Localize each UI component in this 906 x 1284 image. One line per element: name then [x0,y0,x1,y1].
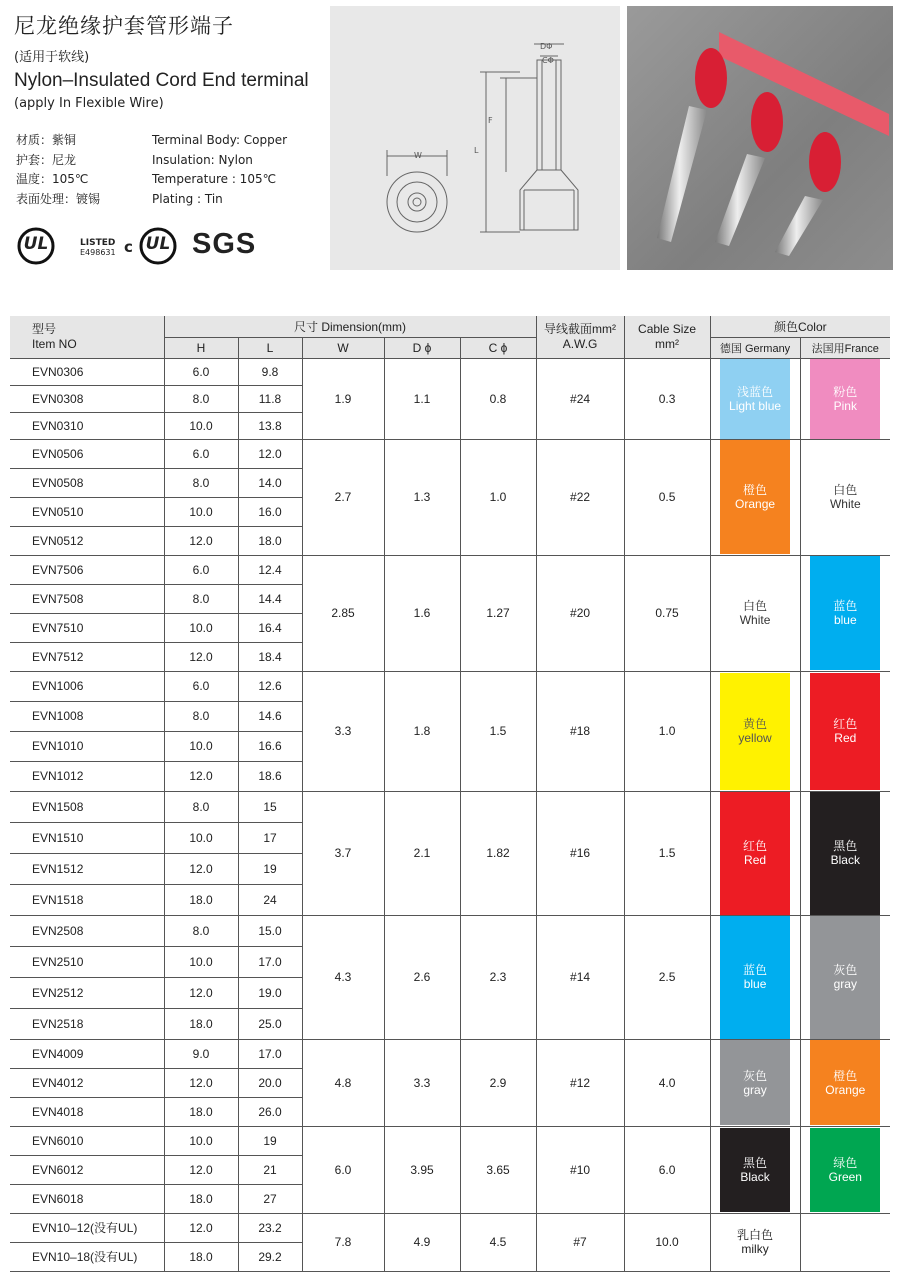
dim-d: 1.3 [384,439,460,555]
sgs-logo: SGS [192,228,257,260]
item-no: EVN1012 [10,761,164,791]
france-color-cell [800,358,890,439]
color-name-en: Light blue [729,398,782,413]
dim-h: 8.0 [164,791,238,822]
germany-color-swatch [720,1128,790,1212]
dim-l: 21 [238,1155,302,1184]
dim-c: 1.27 [460,555,536,671]
dim-f-label: F [488,116,493,125]
dim-l: 12.0 [238,439,302,468]
item-no: EVN6018 [10,1184,164,1213]
dim-l: 12.6 [238,671,302,701]
table-row [10,915,890,946]
dim-l: 20.0 [238,1068,302,1097]
dim-cable: 0.3 [624,358,710,439]
color-name-en: Red [744,853,767,867]
spec-en: Plating : Tin [152,191,223,206]
cul-logo: c UL [124,226,182,266]
dim-c-label: CΦ [542,56,554,65]
dim-h: 9.0 [164,1039,238,1068]
dim-l: 16.4 [238,613,302,642]
dim-l: 13.8 [238,412,302,439]
dim-l-label: L [474,146,479,155]
dim-w: 2.85 [302,555,384,671]
france-color-cell [800,791,890,915]
item-no: EVN2512 [10,977,164,1008]
color-name-cn: 橙色 [833,1068,858,1083]
table-row [10,671,890,701]
item-no: EVN0308 [10,385,164,412]
item-no: EVN1510 [10,822,164,853]
germany-color-swatch [720,673,790,790]
dim-h: 10.0 [164,412,238,439]
dim-awg: #22 [536,439,624,555]
header-cable [624,316,710,358]
table-row [10,1039,890,1068]
color-name-en: Orange [735,497,776,511]
dim-l: 15 [238,791,302,822]
color-name-en: blue [833,613,857,627]
dim-awg: #7 [536,1213,624,1271]
france-color-cell [800,1126,890,1213]
france-color-cell [800,915,890,1039]
color-name-en: Black [740,1169,770,1184]
dim-l: 14.4 [238,584,302,613]
dim-h: 12.0 [164,526,238,555]
product-photo [627,6,893,270]
dim-d: 2.1 [384,791,460,915]
dim-l: 25.0 [238,1008,302,1039]
dim-h: 6.0 [164,358,238,385]
color-name-cn: 黑色 [743,1155,768,1170]
dim-h: 12.0 [164,642,238,671]
dim-l: 17.0 [238,1039,302,1068]
germany-color-cell [710,1213,800,1271]
dim-w: 1.9 [302,358,384,439]
germany-color-swatch [720,440,790,554]
spec-en: Temperature : 105℃ [152,172,277,186]
germany-color-swatch [720,1221,790,1264]
germany-color-cell [710,671,800,791]
dim-h: 10.0 [164,613,238,642]
header-awg-cn: 导线截面mm² [544,321,617,336]
color-name-cn: 白色 [743,599,768,613]
header-cable-1: Cable Size [638,321,697,336]
germany-color-cell [710,555,800,671]
dim-cable: 4.0 [624,1039,710,1126]
color-name-en: yellow [738,731,772,745]
dim-c: 2.3 [460,915,536,1039]
dim-d: 1.8 [384,671,460,791]
dim-awg: #10 [536,1126,624,1213]
dim-l: 12.4 [238,555,302,584]
item-no: EVN1008 [10,701,164,731]
specs-cn [16,131,100,209]
dim-d: 3.3 [384,1039,460,1126]
color-name-cn: 黑色 [833,839,858,853]
technical-drawing [330,6,620,270]
header-h: H [164,337,238,358]
item-no: EVN0306 [10,358,164,385]
header-c: C ϕ [460,337,536,358]
item-no: EVN0510 [10,497,164,526]
germany-color-cell [710,915,800,1039]
color-name-en: milky [741,1242,769,1256]
dim-h: 18.0 [164,1242,238,1271]
dim-h: 12.0 [164,977,238,1008]
header-w: W [302,337,384,358]
dim-c: 1.0 [460,439,536,555]
header-cable-2: mm² [655,336,680,351]
item-no: EVN1508 [10,791,164,822]
dim-cable: 2.5 [624,915,710,1039]
item-no: EVN1512 [10,853,164,884]
dim-l: 18.6 [238,761,302,791]
title-en: Nylon–Insulated Cord End terminal [14,70,309,91]
france-color-swatch [810,792,880,915]
dim-l: 19 [238,1126,302,1155]
color-name-cn: 蓝色 [743,963,768,977]
color-name-cn: 灰色 [833,963,858,977]
dim-awg: #14 [536,915,624,1039]
dim-h: 18.0 [164,1008,238,1039]
dim-l: 17 [238,822,302,853]
france-color-swatch [810,1128,880,1212]
item-no: EVN0506 [10,439,164,468]
dim-w: 6.0 [302,1126,384,1213]
germany-color-cell [710,439,800,555]
header-awg-en: A.W.G [562,336,598,351]
dim-l: 14.0 [238,468,302,497]
germany-color-swatch [720,359,790,439]
france-color-cell [800,439,890,555]
dim-cable: 6.0 [624,1126,710,1213]
item-no: EVN0508 [10,468,164,497]
table-row [10,555,890,584]
item-no: EVN10–12(没有UL) [10,1213,164,1242]
dim-l: 16.6 [238,731,302,761]
france-color-cell [800,555,890,671]
spec-cn: 表面处理：镀锡 [16,191,101,206]
france-color-cell [800,1213,890,1271]
dim-d: 1.6 [384,555,460,671]
germany-color-swatch [720,556,790,670]
table-row [10,439,890,468]
item-no: EVN10–18(没有UL) [10,1242,164,1271]
dim-d-label: DΦ [540,42,553,51]
dim-l: 16.0 [238,497,302,526]
germany-color-swatch [720,1040,790,1125]
item-no: EVN7506 [10,555,164,584]
germany-color-cell [710,791,800,915]
header-item-cn: 型号 [32,321,57,336]
dim-h: 6.0 [164,671,238,701]
item-no: EVN0512 [10,526,164,555]
item-no: EVN6012 [10,1155,164,1184]
header-color: 颜色Color [710,316,890,337]
dim-w-label: W [414,151,422,160]
item-no: EVN4012 [10,1068,164,1097]
title-cn: 尼龙绝缘护套管形端子 [14,14,234,38]
spec-cn: 材质：紫铜 [16,133,77,147]
header-awg [536,316,624,358]
header-item [10,316,164,358]
dim-l: 14.6 [238,701,302,731]
france-color-cell [800,1039,890,1126]
dim-h: 8.0 [164,701,238,731]
dim-l: 24 [238,884,302,915]
dim-cable: 0.75 [624,555,710,671]
color-name-cn: 蓝色 [833,599,858,613]
dim-c: 4.5 [460,1213,536,1271]
dim-c: 1.5 [460,671,536,791]
item-no: EVN2518 [10,1008,164,1039]
color-name-en: gray [833,977,857,991]
dim-h: 12.0 [164,1155,238,1184]
item-no: EVN1006 [10,671,164,701]
spec-cn: 温度：105℃ [16,172,89,186]
dim-l: 18.0 [238,526,302,555]
dim-cable: 10.0 [624,1213,710,1271]
dim-h: 8.0 [164,584,238,613]
table-row [10,358,890,385]
header-germany: 德国 Germany [710,337,800,358]
dim-h: 6.0 [164,555,238,584]
item-no: EVN2510 [10,946,164,977]
germany-color-cell [710,1039,800,1126]
dim-awg: #24 [536,358,624,439]
color-name-en: Red [834,731,857,745]
dim-awg: #16 [536,791,624,915]
color-name-cn: 浅蓝色 [737,384,774,399]
table-row [10,791,890,822]
germany-color-cell [710,1126,800,1213]
dim-h: 18.0 [164,1097,238,1126]
dim-w: 4.8 [302,1039,384,1126]
header-dimension: 尺寸 Dimension(mm) [164,316,536,337]
specs-en [152,131,287,209]
subtitle-cn: (适用于软线) [14,50,90,65]
item-no: EVN1010 [10,731,164,761]
color-name-cn: 橙色 [743,483,768,497]
dim-c: 3.65 [460,1126,536,1213]
item-no: EVN6010 [10,1126,164,1155]
dim-l: 27 [238,1184,302,1213]
dim-l: 11.8 [238,385,302,412]
dim-cable: 1.0 [624,671,710,791]
dim-l: 18.4 [238,642,302,671]
item-no: EVN4009 [10,1039,164,1068]
color-name-cn: 乳白色 [737,1228,774,1242]
germany-color-swatch [720,916,790,1039]
color-name-en: Pink [833,398,857,413]
germany-color-swatch [720,792,790,915]
color-name-en: Green [828,1169,862,1184]
listed-label: LISTED E498631 [80,238,116,257]
color-name-cn: 黄色 [743,717,768,731]
dim-l: 19.0 [238,977,302,1008]
dim-h: 12.0 [164,1213,238,1242]
header-france: 法国用France [800,337,890,358]
dim-l: 15.0 [238,915,302,946]
dim-d: 1.1 [384,358,460,439]
france-color-swatch [810,673,880,790]
header-l: L [238,337,302,358]
dim-h: 10.0 [164,946,238,977]
subtitle-en: (apply In Flexible Wire) [14,96,164,111]
germany-color-cell [710,358,800,439]
color-name-cn: 红色 [743,839,768,853]
table-row [10,1126,890,1155]
france-color-swatch [810,556,880,670]
dim-h: 12.0 [164,853,238,884]
dim-l: 19 [238,853,302,884]
france-color-swatch [810,1040,880,1125]
dim-c: 0.8 [460,358,536,439]
dim-c: 1.82 [460,791,536,915]
dim-w: 4.3 [302,915,384,1039]
dim-h: 12.0 [164,761,238,791]
france-color-swatch [810,359,880,439]
header-d: D ϕ [384,337,460,358]
table-row [10,1213,890,1242]
dim-h: 10.0 [164,822,238,853]
france-color-swatch [810,440,880,554]
item-no: EVN7508 [10,584,164,613]
color-name-cn: 灰色 [743,1068,768,1083]
france-color-swatch [810,916,880,1039]
color-name-en: gray [743,1082,767,1097]
spec-en: Insulation: Nylon [152,152,253,167]
dim-h: 12.0 [164,1068,238,1097]
dim-d: 4.9 [384,1213,460,1271]
dim-h: 8.0 [164,468,238,497]
dim-d: 3.95 [384,1126,460,1213]
item-no: EVN0310 [10,412,164,439]
dim-awg: #18 [536,671,624,791]
dim-h: 8.0 [164,385,238,412]
dim-w: 3.3 [302,671,384,791]
dim-awg: #12 [536,1039,624,1126]
item-no: EVN7510 [10,613,164,642]
dim-h: 10.0 [164,1126,238,1155]
item-no: EVN4018 [10,1097,164,1126]
dim-w: 7.8 [302,1213,384,1271]
dim-h: 8.0 [164,915,238,946]
color-name-en: Black [830,853,860,867]
dim-cable: 1.5 [624,791,710,915]
spec-cn: 护套：尼龙 [16,152,77,167]
item-no: EVN1518 [10,884,164,915]
dim-d: 2.6 [384,915,460,1039]
ul-logo: UL [14,226,58,266]
item-no: EVN7512 [10,642,164,671]
dim-awg: #20 [536,555,624,671]
color-name-cn: 红色 [833,717,858,731]
color-name-en: White [739,613,771,627]
dim-h: 10.0 [164,497,238,526]
dim-h: 6.0 [164,439,238,468]
dim-l: 26.0 [238,1097,302,1126]
color-name-cn: 粉色 [833,384,858,399]
header-item-en: Item NO [32,336,77,351]
spec-en: Terminal Body: Copper [152,133,288,147]
dim-h: 18.0 [164,1184,238,1213]
dim-c: 2.9 [460,1039,536,1126]
france-color-cell [800,671,890,791]
dim-l: 23.2 [238,1213,302,1242]
spec-table [10,316,890,1272]
color-name-en: blue [743,977,767,991]
color-name-en: Orange [825,1082,866,1097]
dim-h: 18.0 [164,884,238,915]
dim-cable: 0.5 [624,439,710,555]
dim-l: 29.2 [238,1242,302,1271]
dim-h: 10.0 [164,731,238,761]
color-name-en: White [829,497,861,511]
dim-w: 3.7 [302,791,384,915]
item-no: EVN2508 [10,915,164,946]
color-name-cn: 绿色 [833,1155,858,1170]
dim-l: 17.0 [238,946,302,977]
dim-l: 9.8 [238,358,302,385]
color-name-cn: 白色 [833,483,858,497]
dim-w: 2.7 [302,439,384,555]
